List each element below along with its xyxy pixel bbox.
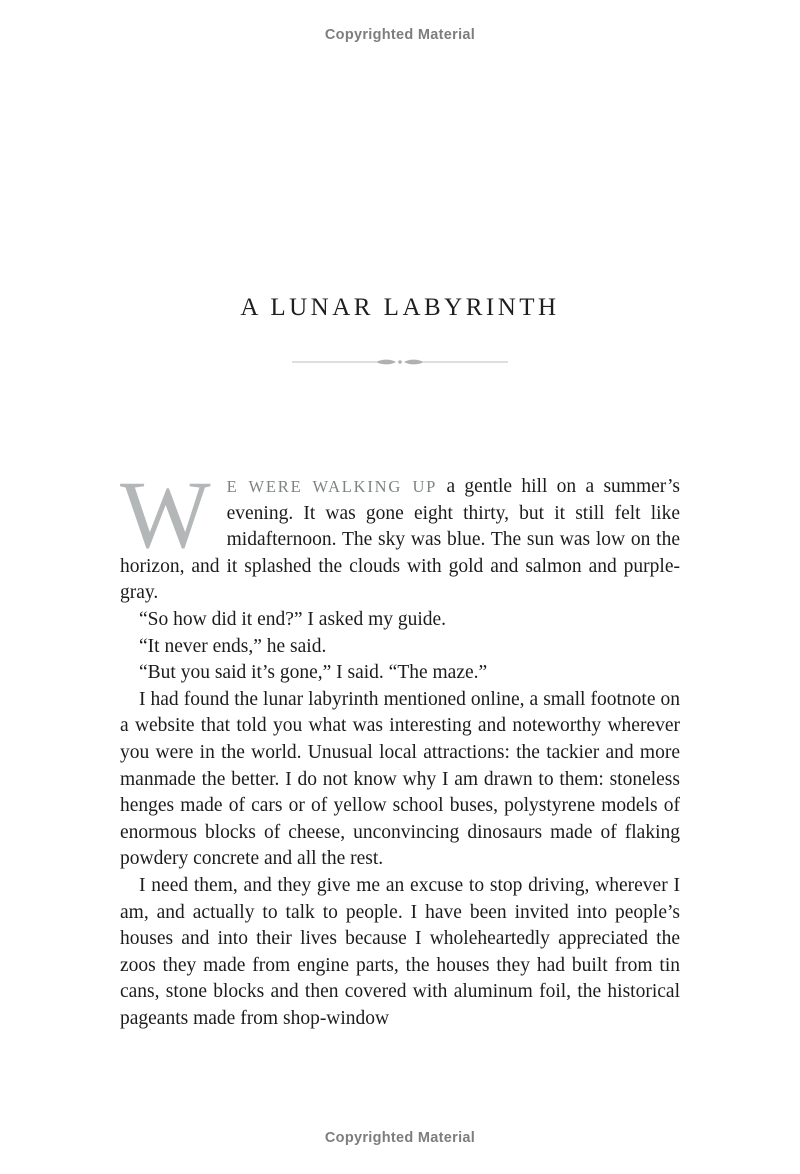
divider-ornament-icon — [292, 356, 508, 368]
story-title: A LUNAR LABYRINTH — [240, 294, 560, 321]
paragraph-opening — [120, 461, 680, 607]
paragraph-dialogue-3: “But you said it’s gone,” I said. “The maze.” — [139, 662, 488, 684]
lead-in-small-caps: E WERE WALKING UP — [226, 477, 438, 496]
paragraph-i-need-them: I need them, and they give me an excuse to stop driving, wherever I am, and actually to talk to people. I have been invited into people’s houses and into their lives because I wholeheartedly appreciated the zoos they made from engine parts, the houses they had built from tin cans, stone blocks and then covered with aluminum foil, the historical pageants made from shop-window — [120, 874, 680, 1029]
opening-text: a gentle hill on a summer’s evening. It was gone eight thirty, but it still felt like midafternoon. The sky was blue. The sun was low on the horizon, and it splashed the clouds with gold and salmon and purple-gray. — [120, 476, 680, 604]
drop-cap: W — [120, 461, 211, 568]
copyright-notice-top: Copyrighted Material — [324, 27, 476, 43]
copyright-notice-bottom: Copyrighted Material — [324, 1130, 476, 1146]
paragraph-labyrinth-found: I had found the lunar labyrinth mentioned online, a small footnote on a website that told you what was interesting and noteworthy wherever you were in the world. Unusual local attractions: the tackier and more manmade the better. I do not know why I am drawn to them: stoneless henges made of cars or of yellow school buses, polystyrene models of enormous blocks of cheese, unconvincing dinosaurs made of flaking powdery concrete and all the rest. — [120, 688, 680, 870]
paragraph-dialogue-1: “So how did it end?” I asked my guide. — [139, 608, 447, 630]
paragraph-dialogue-2: “It never ends,” he said. — [139, 635, 327, 657]
title-divider — [0, 356, 800, 368]
story-body — [120, 461, 680, 1032]
